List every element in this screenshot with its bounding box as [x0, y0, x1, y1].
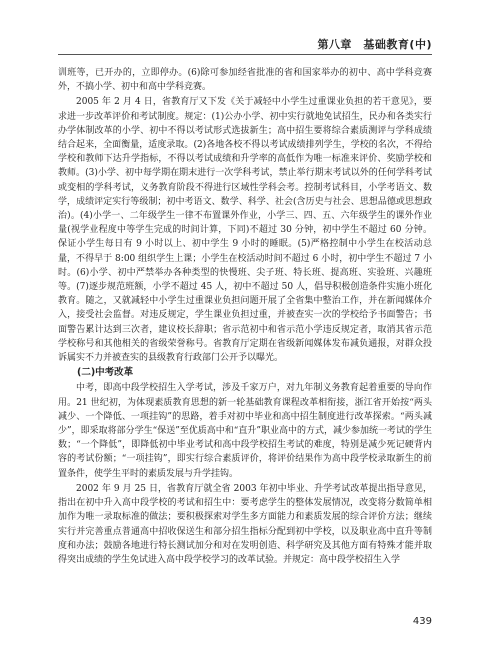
paragraph-continuation: 训班等，已开办的，立即停办。(6)除可参加经省批准的省和国家举办的初中、高中学科竞赛外，不搞小学、初中和高中学科竞赛。 [58, 68, 432, 93]
paragraph-2002-guidance: 2002 年 9 月 25 日，省教育厅就全省 2003 年初中毕业、升学考试改革提出指导意见，指出在初中升入高中段学校的考试和招生中：要考虑学生的整体发展情况，改变将分数简单相加作为唯一录取标准的做法；要积极探索对学生多方面能力和素质发展的综合评价方法；继续实行并完善重点普通高中招收保送生和部分招生指标分配到初中学校，以及职业高中直升等制度和办法；鼓励各地进行特长测试加分和对在发明创造、科学研究及其他方面有特殊才能并取得突出成绩的学生免试进入高中段学校学习的改革试验。并规定：高中段学校招生入学 [58, 483, 432, 565]
section-heading: (二)中考改革 [77, 367, 134, 379]
paragraph-zhongkao-intro: 中考，即高中段学校招生入学考试，涉及千家万户，对九年制义务教育起着重要的导向作用。21 世纪初，为体现素质教育思想的新一轮基础教育课程改革相衔接，浙江省开始按“两头减少、一个降低、一项挂钩”的思路，着手对初中毕业和高中招生制度进行改革探索。“两头减少”，即采取将部分学生“保送”至优质高中和“直升”职业高中的方式，减少参加统一考试的学生数；“一个降低”，即降低初中毕业考试和高中段学校招生考试的难度，特别是减少死记硬背内容的考试份额；“一项挂钩”，即实行综合素质评价，将评价结果作为高中段学校录取新生的前置条件，使学生平时的素质发展与升学挂钩。 [58, 383, 433, 479]
chapter-title: 第八章 基础教育(中) [317, 38, 432, 51]
body-text [58, 66, 432, 567]
paragraph-2005-policy: 2005 年 2 月 4 日，省教育厅又下发《关于减轻中小学生过重课业负担的若干意见》，要求进一步改革评价和考试制度。规定：(1)公办小学、初中实行就地免试招生，民办和各类实行办学体制改革的小学、初中不得以考试形式选拔新生；高中招生要将综合素质测评与学科成绩结合起来，全面衡量，适度录取。(2)各地各校不得以考试成绩排列学生，学校的名次，不得给学校和教师下达升学指标，不得以考试成绩和升学率的高低作为唯一标准来评价、奖励学校和教师。(3)小学、初中每学期在期末进行一次学科考试，禁止举行期末考试以外的任何学科考试或变相的学科考试，义务教育阶段不得进行区域性学科会考。控制考试科目，小学考语文、数学，成绩评定实行等级制；初中考语文、数学、科学、社会(含历史与社会、思想品德或思想政治)。(4)小学一、二年级学生一律不布置课外作业，小学三、四、五、六年级学生的课外作业量(视学业程度中等学生完成的时间计算，下同)不超过 30 分钟，初中学生不超过 60 分钟。保证小学生每日有 9 小时以上、初中学生 9 小时的睡眠。(5)严格控制中小学生在校活动总量，不得早于 8:00 组织学生上课；小学生在校活动时间不超过 6 小时，初中学生不超过 7 小时。(6)小学、初中严禁举办各种类型的快慢班、尖子班、特长班、提高班、实验班、兴趣班等。(7)逐步规范班额，小学不超过 45 人，初中不超过 50 人，倡导积极创造条件实施小班化教育。随之，又就减轻中小学生过重课业负担问题开展了全省集中整治工作，并在新闻媒体介入，接受社会监督。对违反规定，学生课业负担过重，并被查实一次的学校给予书面警告；书面警告累计达到三次者，建议校长辞职；省示范初中和省示范小学违反规定者，取消其省示范学校称号和其他相关的省级荣誉称号。省教育厅定期在省级新闻媒体发布减负通报，对群众投诉属实不力并被查实的县级教育行政部门公开予以曝光。 [58, 97, 432, 364]
running-header [58, 36, 432, 55]
page-number: 439 [412, 616, 432, 627]
